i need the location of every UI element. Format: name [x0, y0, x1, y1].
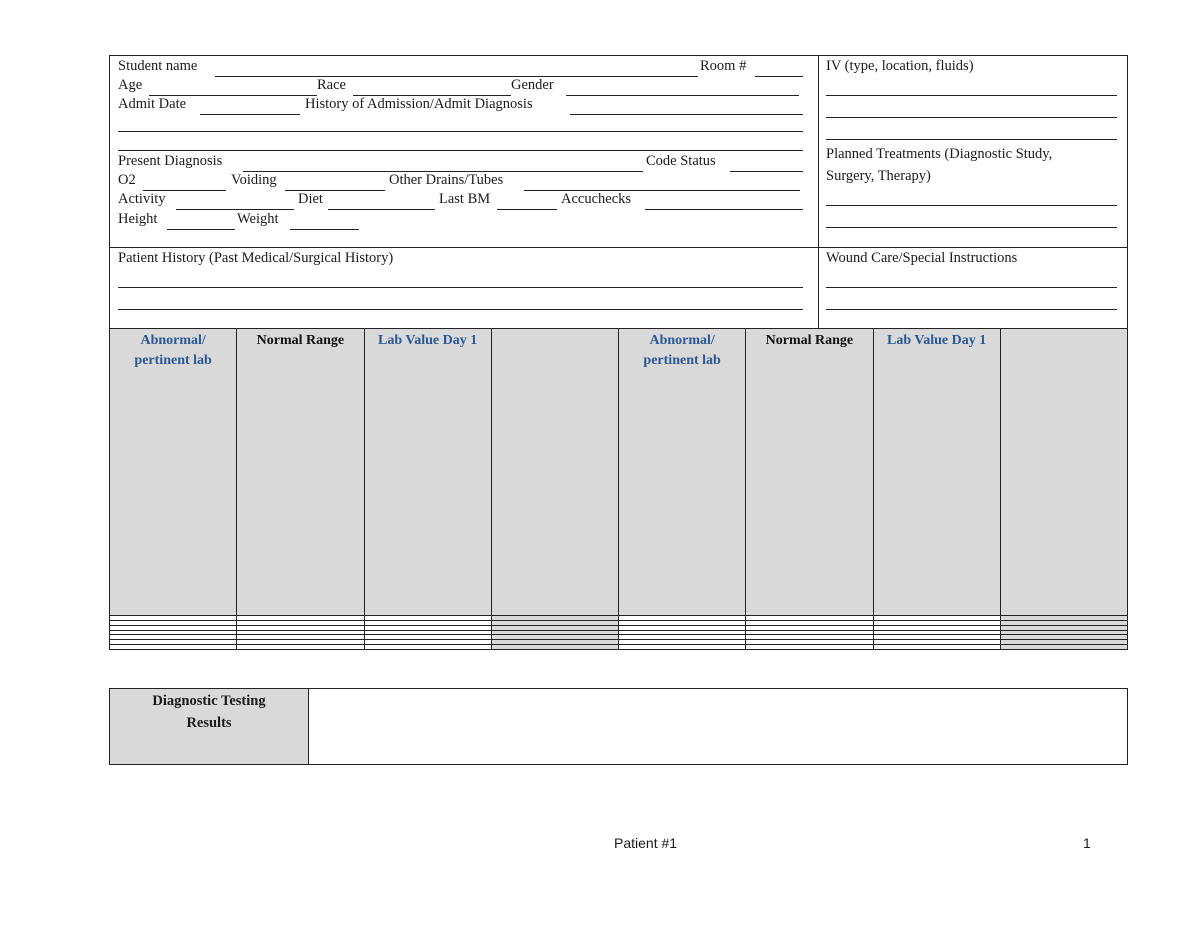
normal-range-header: Normal Range [746, 329, 873, 616]
race-label: Race [317, 77, 346, 93]
patient-history-label: Patient History (Past Medical/Surgical History) [118, 250, 394, 266]
last-bm-field[interactable] [497, 209, 557, 210]
wound-care-field[interactable] [826, 309, 1117, 310]
patient-history-field[interactable] [118, 287, 803, 288]
planned-treatments-label: Surgery, Therapy) [826, 168, 931, 184]
admission-history-field[interactable] [570, 114, 803, 115]
gender-field[interactable] [566, 95, 799, 96]
diagnostic-testing-field[interactable] [308, 688, 1128, 765]
wound-care-label: Wound Care/Special Instructions [826, 250, 1018, 266]
section-divider [109, 247, 1128, 248]
abnormal-lab-header: Abnormal/ pertinent lab [110, 329, 237, 616]
other-drains-label: Other Drains/Tubes [389, 172, 504, 188]
admission-history-field[interactable] [118, 150, 803, 151]
last-bm-label: Last BM [439, 191, 491, 207]
iv-field[interactable] [826, 117, 1117, 118]
accuchecks-field[interactable] [645, 209, 803, 210]
blank-header [1000, 329, 1127, 616]
admission-history-label: History of Admission/Admit Diagnosis [305, 96, 533, 112]
present-diagnosis-label: Present Diagnosis [118, 153, 223, 169]
footer-patient-label: Patient #1 [614, 835, 678, 851]
code-status-label: Code Status [646, 153, 716, 169]
o2-label: O2 [118, 172, 136, 188]
iv-field[interactable] [826, 139, 1117, 140]
room-label: Room # [700, 58, 747, 74]
lab-cell [491, 645, 618, 650]
code-status-field[interactable] [730, 171, 803, 172]
wound-care-field[interactable] [826, 287, 1117, 288]
lab-cell[interactable] [237, 645, 364, 650]
gender-label: Gender [511, 77, 554, 93]
lab-cell [1000, 645, 1127, 650]
lab-value-day1-header: Lab Value Day 1 [873, 329, 1000, 616]
diagnostic-testing-label: Diagnostic Testing Results [109, 688, 309, 765]
lab-values-table [109, 328, 1128, 650]
weight-field[interactable] [290, 229, 359, 230]
abnormal-lab-header: Abnormal/ pertinent lab [619, 329, 746, 616]
planned-treatments-label: Planned Treatments (Diagnostic Study, [826, 146, 1053, 162]
weight-label: Weight [237, 211, 279, 227]
voiding-label: Voiding [231, 172, 277, 188]
diet-label: Diet [298, 191, 323, 207]
lab-cell[interactable] [364, 645, 491, 650]
section-divider [818, 55, 819, 329]
age-label: Age [118, 77, 143, 93]
page-number: 1 [1083, 835, 1091, 851]
admit-date-label: Admit Date [118, 96, 187, 112]
lab-cell[interactable] [619, 645, 746, 650]
planned-treatments-field[interactable] [826, 205, 1117, 206]
table-header-row [110, 329, 1128, 616]
iv-field[interactable] [826, 95, 1117, 96]
lab-value-day1-header: Lab Value Day 1 [364, 329, 491, 616]
lab-cell[interactable] [873, 645, 1000, 650]
patient-history-field[interactable] [118, 309, 803, 310]
height-field[interactable] [167, 229, 235, 230]
height-label: Height [118, 211, 158, 227]
room-field[interactable] [755, 76, 803, 77]
activity-label: Activity [118, 191, 166, 207]
activity-field[interactable] [176, 209, 294, 210]
normal-range-header: Normal Range [237, 329, 364, 616]
diet-field[interactable] [328, 209, 435, 210]
admission-history-field[interactable] [118, 131, 803, 132]
accuchecks-label: Accuchecks [561, 191, 632, 207]
lab-cell[interactable] [110, 645, 237, 650]
student-name-label: Student name [118, 58, 198, 74]
student-name-field[interactable] [215, 76, 698, 77]
admit-date-field[interactable] [200, 114, 300, 115]
planned-treatments-field[interactable] [826, 227, 1117, 228]
iv-label: IV (type, location, fluids) [826, 58, 974, 74]
lab-cell[interactable] [746, 645, 873, 650]
table-row [110, 645, 1128, 650]
blank-header [491, 329, 618, 616]
